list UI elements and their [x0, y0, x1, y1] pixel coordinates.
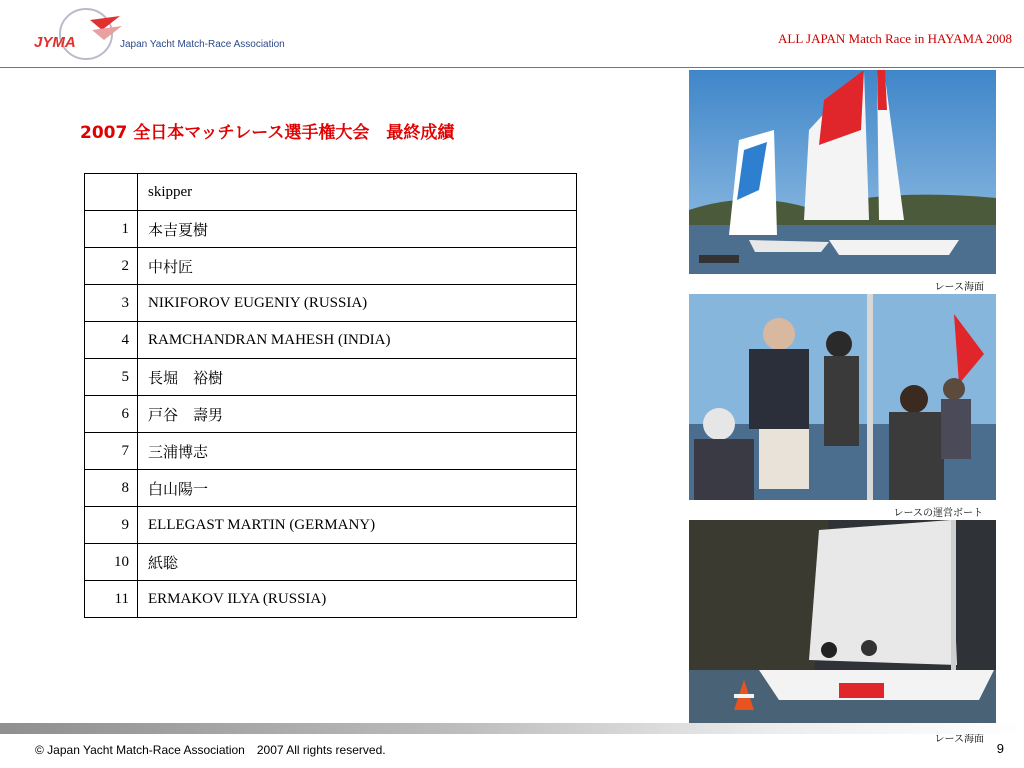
rank-cell: 3 — [85, 285, 138, 322]
table-row — [85, 396, 577, 433]
rank-cell: 8 — [85, 470, 138, 507]
table-row — [85, 433, 577, 470]
table-header-row — [85, 174, 577, 211]
jyma-logo — [30, 6, 290, 64]
footer-bar — [0, 723, 1024, 734]
photo-caption: レース海面 — [934, 282, 984, 293]
skipper-cell: ERMAKOV ILYA (RUSSIA) — [138, 581, 577, 618]
table-row — [85, 359, 577, 396]
rank-cell: 1 — [85, 211, 138, 248]
table-row — [85, 544, 577, 581]
copyright-text: © Japan Yacht Match-Race Association 2007 All rights reserved. — [35, 743, 386, 757]
skipper-cell: RAMCHANDRAN MAHESH (INDIA) — [138, 322, 577, 359]
photo-caption: レースの運営ボート — [893, 508, 983, 519]
skipper-cell: ELLEGAST MARTIN (GERMANY) — [138, 507, 577, 544]
skipper-cell: 本吉夏樹 — [138, 211, 577, 248]
rank-cell: 5 — [85, 359, 138, 396]
rank-cell: 10 — [85, 544, 138, 581]
skipper-cell: 戸谷 壽男 — [138, 396, 577, 433]
header-divider — [0, 67, 1024, 68]
photo-race-area-spinnakers — [689, 70, 996, 274]
skipper-cell: 白山陽一 — [138, 470, 577, 507]
header-rank-cell — [85, 174, 138, 211]
skipper-cell: 紙聡 — [138, 544, 577, 581]
event-title: ALL JAPAN Match Race in HAYAMA 2008 — [778, 31, 1012, 46]
table-row — [85, 322, 577, 359]
logo-mark-text: JYMA — [34, 34, 76, 51]
results-table — [84, 173, 577, 618]
rank-cell: 2 — [85, 248, 138, 285]
table-row — [85, 248, 577, 285]
rank-cell: 7 — [85, 433, 138, 470]
table-row — [85, 581, 577, 618]
logo-text: Japan Yacht Match-Race Association — [120, 39, 285, 50]
page-number: 9 — [996, 741, 1004, 756]
jyma-logo-mark — [30, 6, 130, 64]
photo-race-area-yacht — [689, 520, 996, 725]
rank-cell: 4 — [85, 322, 138, 359]
table-row — [85, 470, 577, 507]
page-title: 2007 全日本マッチレース選手権大会 最終成績 — [80, 123, 455, 143]
table-row — [85, 285, 577, 322]
table-row — [85, 211, 577, 248]
rank-cell: 9 — [85, 507, 138, 544]
rank-cell: 6 — [85, 396, 138, 433]
skipper-cell: 中村匠 — [138, 248, 577, 285]
photo-race-committee-boat — [689, 294, 996, 500]
rank-cell: 11 — [85, 581, 138, 618]
skipper-cell: NIKIFOROV EUGENIY (RUSSIA) — [138, 285, 577, 322]
header-skipper-cell: skipper — [138, 174, 577, 211]
photo-caption: レース海面 — [934, 734, 984, 745]
skipper-cell: 長堀 裕樹 — [138, 359, 577, 396]
table-row — [85, 507, 577, 544]
skipper-cell: 三浦博志 — [138, 433, 577, 470]
